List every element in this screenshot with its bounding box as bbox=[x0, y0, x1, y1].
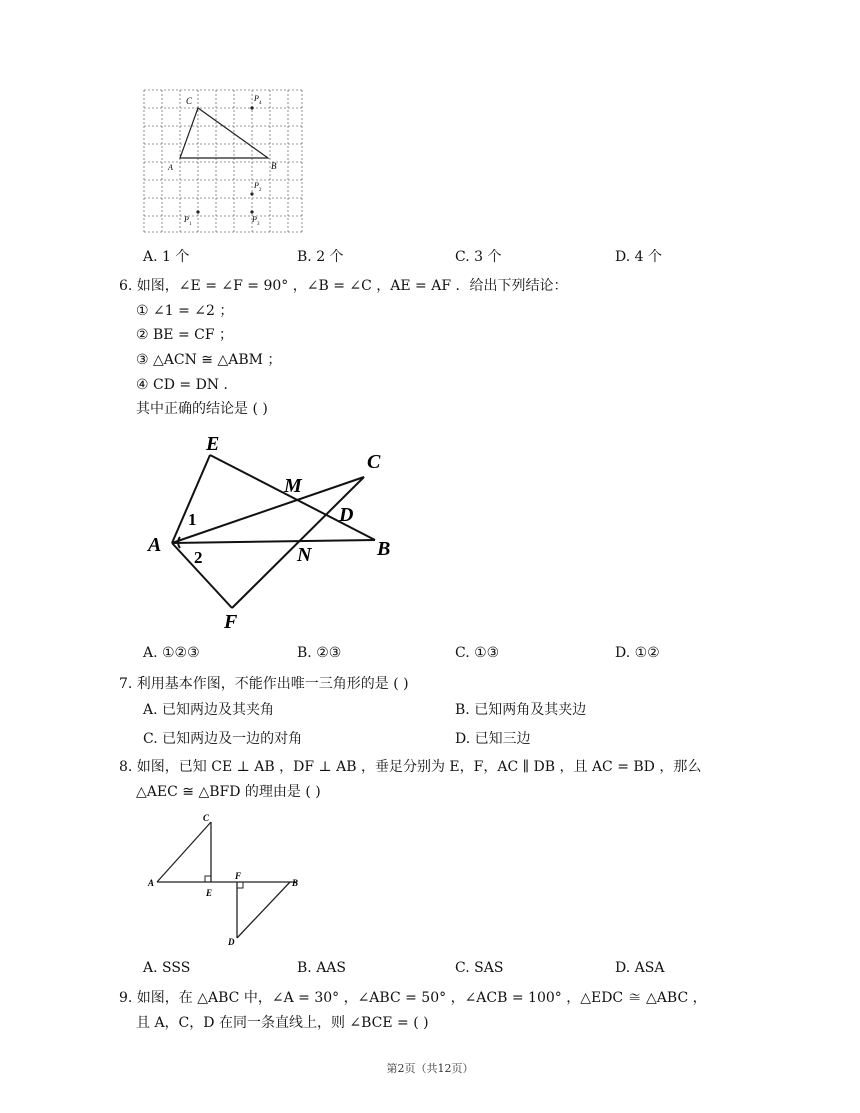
q5-option-b[interactable]: B. 2 个 bbox=[297, 249, 344, 265]
q6-option-c[interactable]: C. ①③ bbox=[455, 645, 500, 661]
q6-item-1: ① ∠1 = ∠2 ； bbox=[136, 303, 234, 319]
q5-label-a: A bbox=[168, 163, 173, 172]
q9-stem-line1: 9. 如图，在 △ABC 中，∠A = 30° ，∠ABC = 50° ，∠ACB = 100° ，△EDC ≅ △ABC ， bbox=[119, 990, 707, 1006]
q7-stem: 7. 利用基本作图，不能作出唯一三角形的是 ( ) bbox=[119, 676, 409, 692]
q6-label-f: F bbox=[224, 611, 238, 633]
q6-option-a[interactable]: A. ①②③ bbox=[143, 645, 200, 661]
q5-label-p3-sub: 3 bbox=[257, 222, 260, 227]
q5-label-b: B bbox=[271, 161, 277, 171]
q6-item-2: ② BE = CF ； bbox=[136, 327, 234, 343]
q6-label-d: D bbox=[339, 504, 354, 526]
q6-option-b[interactable]: B. ②③ bbox=[297, 645, 342, 661]
q6-label-m: M bbox=[284, 475, 302, 497]
q9-stem-line2: 且 A，C，D 在同一条直线上，则 ∠BCE = ( ) bbox=[136, 1015, 429, 1031]
q5-option-d[interactable]: D. 4 个 bbox=[615, 249, 662, 265]
page-footer: 第2页（共12页） bbox=[386, 1062, 474, 1075]
q6-label-e: E bbox=[206, 433, 220, 455]
q6-item-4: ④ CD = DN ． bbox=[136, 377, 238, 393]
q8-label-c: C bbox=[203, 813, 210, 823]
q5-label-c: C bbox=[186, 96, 193, 106]
q6-label-angle2: 2 bbox=[194, 548, 203, 567]
q5-label-p1-sub: 1 bbox=[189, 222, 192, 227]
q8-label-b: B bbox=[292, 878, 299, 888]
q5-label-p2-sub: 2 bbox=[259, 188, 262, 193]
q7-option-b[interactable]: B. 已知两角及其夹边 bbox=[455, 702, 587, 718]
q6-item-3: ③ △ACN ≅ △ABM ； bbox=[136, 352, 282, 368]
q8-label-e: E bbox=[206, 888, 213, 898]
q5-label-p1: P bbox=[184, 215, 189, 224]
q8-option-d[interactable]: D. ASA bbox=[615, 960, 665, 976]
q5-grid-figure bbox=[142, 88, 304, 234]
q6-label-c: C bbox=[367, 451, 381, 473]
q5-option-c[interactable]: C. 3 个 bbox=[455, 249, 502, 265]
q8-figure bbox=[145, 810, 315, 950]
q6-label-n: N bbox=[297, 544, 312, 566]
q8-option-b[interactable]: B. AAS bbox=[297, 960, 346, 976]
q5-option-a[interactable]: A. 1 个 bbox=[143, 249, 190, 265]
q6-option-d[interactable]: D. ①② bbox=[615, 645, 660, 661]
q5-label-p4: P bbox=[254, 94, 259, 103]
q8-option-a[interactable]: A. SSS bbox=[143, 960, 191, 976]
q7-option-c[interactable]: C. 已知两边及一边的对角 bbox=[143, 731, 303, 747]
q5-triangle bbox=[180, 108, 268, 158]
q5-label-p4-sub: 4 bbox=[259, 101, 262, 106]
q7-option-a[interactable]: A. 已知两边及其夹角 bbox=[143, 702, 275, 718]
q5-label-p3: P bbox=[252, 215, 257, 224]
q6-label-angle1: 1 bbox=[188, 510, 197, 529]
q8-stem-line1: 8. 如图，已知 CE ⊥ AB ，DF ⊥ AB ，垂足分别为 E，F，AC ∥ DB ，且 AC = BD ，那么 bbox=[119, 759, 702, 775]
q8-stem-line2: △AEC ≅ △BFD 的理由是 ( ) bbox=[136, 784, 321, 800]
q5-label-p2: P bbox=[254, 181, 259, 190]
q7-option-d[interactable]: D. 已知三边 bbox=[455, 731, 531, 747]
q8-label-d: D bbox=[228, 937, 235, 947]
q6-ask: 其中正确的结论是 ( ) bbox=[136, 401, 268, 417]
q8-option-c[interactable]: C. SAS bbox=[455, 960, 504, 976]
q6-stem: 6. 如图，∠E = ∠F = 90° ，∠B = ∠C ，AE = AF ．给出下列结论： bbox=[119, 278, 568, 294]
q6-label-a: A bbox=[148, 534, 162, 556]
q6-label-b: B bbox=[377, 538, 391, 560]
q8-label-a: A bbox=[148, 878, 155, 888]
q8-label-f: F bbox=[235, 871, 242, 881]
q6-figure bbox=[140, 425, 410, 635]
